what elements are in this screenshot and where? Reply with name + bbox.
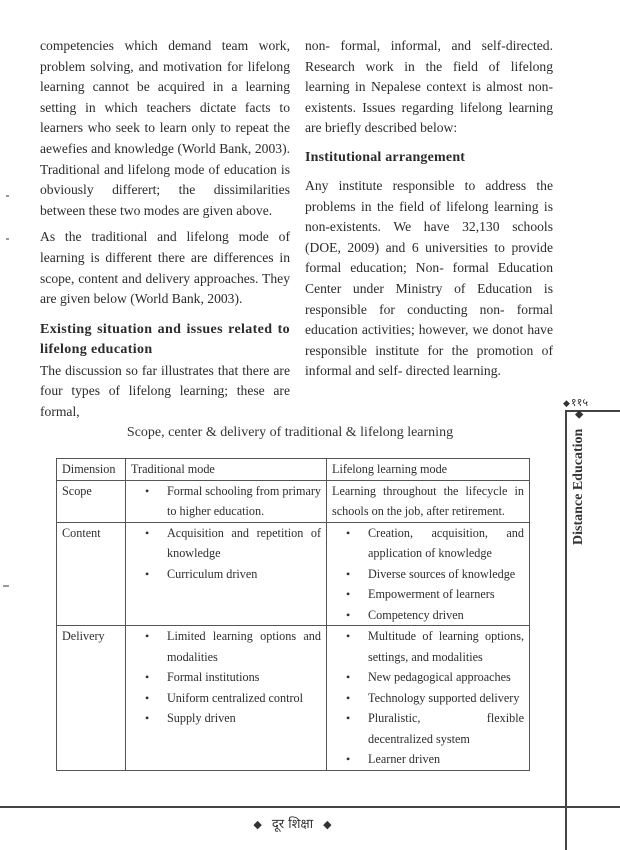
table-row-content	[57, 522, 530, 626]
scan-speck	[6, 195, 9, 197]
right-paragraph-1: non- formal, informal, and self-directed. Research work in the field of lifelong learning in Nepalese context is almost non-existents. Issues regarding lifelong learning are briefly described below:	[305, 38, 553, 136]
page-number	[563, 395, 588, 410]
dimension-cell: Content	[57, 522, 126, 626]
section-heading-existing-situation: Existing situation and issues related to lifelong education	[40, 321, 290, 357]
margin-rule-vertical	[565, 410, 567, 850]
diamond-icon: ◆	[253, 818, 262, 831]
right-column	[305, 36, 553, 382]
scan-speck	[3, 585, 9, 587]
list-item: • Technology supported delivery	[368, 688, 524, 709]
list-item: • New pedagogical approaches	[368, 667, 524, 688]
lifelong-cell: Learning throughout the lifecycle in schools on the job, after retirement.	[327, 480, 530, 522]
running-title	[571, 410, 620, 545]
list-item: • Pluralistic, flexible decentralized system	[368, 708, 524, 749]
header-traditional-mode: Traditional mode	[126, 459, 327, 481]
list-item: • Curriculum driven	[167, 564, 321, 585]
list-item: • Diverse sources of knowledge	[368, 564, 524, 585]
dimension-cell: Scope	[57, 480, 126, 522]
list-item: • Acquisition and repetition of knowledge	[167, 523, 321, 564]
list-item: • Uniform centralized control	[167, 688, 321, 709]
left-paragraph-3: The discussion so far illustrates that there are four types of lifelong learning; these are formal,	[40, 362, 290, 419]
diamond-icon: ◆	[323, 818, 332, 831]
header-dimension: Dimension	[57, 459, 126, 481]
table-row-scope	[57, 480, 530, 522]
list-item: • Learner driven	[368, 749, 524, 770]
footer	[0, 814, 585, 832]
traditional-cell	[126, 626, 327, 771]
page-number-text: ११५	[570, 396, 589, 409]
diamond-icon: ◆	[573, 410, 585, 419]
table-row-delivery	[57, 626, 530, 771]
footer-journal-title: दूर शिक्षा	[271, 817, 314, 832]
list-item: • Limited learning options and modalities	[167, 626, 321, 667]
list-item: • Competency driven	[368, 605, 524, 626]
list-item: • Formal schooling from primary to higher education.	[167, 481, 321, 522]
scan-speck	[6, 238, 9, 240]
list-item: • Supply driven	[167, 708, 321, 729]
list-item: • Multitude of learning options, settings, and modalities	[368, 626, 524, 667]
list-item: • Creation, acquisition, and application of knowledge	[368, 523, 524, 564]
list-item: • Empowerment of learners	[368, 584, 524, 605]
table-header-row	[57, 459, 530, 481]
lifelong-cell	[327, 626, 530, 771]
running-title-text: Distance Education	[571, 428, 586, 545]
dimension-cell: Delivery	[57, 626, 126, 771]
left-paragraph-1: competencies which demand team work, problem solving, and motivation for lifelong learning cannot be acquired in a learning setting in which teachers dictate facts to learners who seek to learn only to repeat the aewefies and knowledge (World Bank, 2003). Traditional and lifelong mode of education is obviously differert; the dissimilarities between these two modes are given above.	[40, 38, 290, 218]
comparison-table	[56, 458, 530, 771]
diamond-icon: ◆	[563, 399, 570, 409]
table-caption: Scope, center & delivery of traditional & lifelong learning	[126, 425, 454, 440]
footer-rule	[0, 806, 620, 808]
right-paragraph-2: Any institute responsible to address the problems in the field of lifelong learning is non-existents. We have 32,130 schools (DOE, 2009) and 6 universities to provide formal education; Non- formal Education Center under Ministry of Education is responsible for conducting non- formal education activities; however, we donot have responsible institute for the promotion of informal and self- directed learning.	[305, 177, 553, 379]
lifelong-cell	[327, 522, 530, 626]
traditional-cell	[126, 480, 327, 522]
header-lifelong-mode: Lifelong learning mode	[327, 459, 530, 481]
list-item: • Formal institutions	[167, 667, 321, 688]
section-heading-institutional-arrangement: Institutional arrangement	[305, 149, 466, 165]
left-paragraph-2: As the traditional and lifelong mode of learning is different there are differences in scope, content and delivery approaches. They are given below (World Bank, 2003).	[40, 229, 290, 307]
left-column	[40, 36, 290, 423]
traditional-cell	[126, 522, 327, 626]
